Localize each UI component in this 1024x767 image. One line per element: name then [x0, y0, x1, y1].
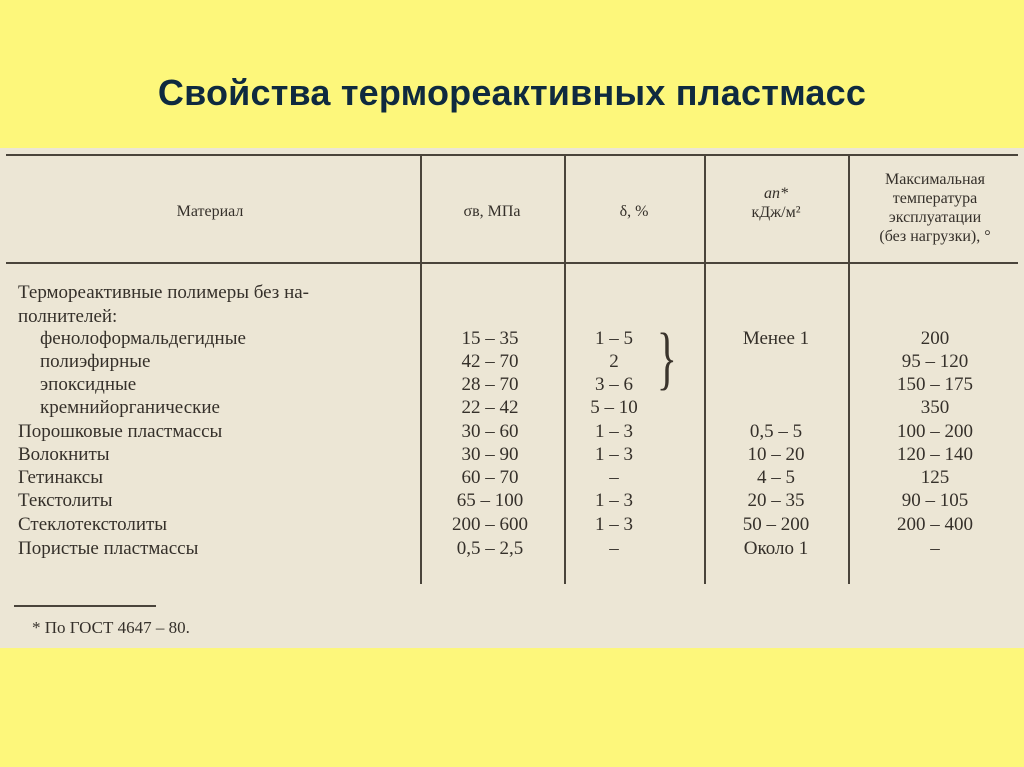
elongation-value: –	[609, 467, 619, 488]
elongation-value: 5 – 10	[590, 397, 638, 418]
header-temp-line: эксплуатации	[888, 209, 982, 226]
table-row	[0, 444, 1024, 468]
temp-value: 125	[920, 467, 950, 488]
table-row	[0, 490, 1024, 514]
material-name: фенолоформальдегидные	[40, 328, 246, 349]
impact-value: 20 – 35	[747, 490, 805, 511]
group-brace: }	[656, 320, 677, 397]
header-temp-line: температура	[892, 190, 978, 207]
header-strength: σв, МПа	[463, 203, 521, 220]
table-row	[0, 328, 1024, 352]
material-name: Волокниты	[18, 444, 110, 465]
strength-value: 0,5 – 2,5	[456, 538, 524, 559]
table-row	[0, 538, 1024, 562]
material-name: Текстолиты	[18, 490, 113, 511]
elongation-value: 1 – 3	[595, 421, 633, 442]
temp-value: 150 – 175	[897, 374, 973, 395]
strength-value: 42 – 70	[461, 351, 519, 372]
temp-value: –	[930, 538, 940, 559]
impact-value: Около 1	[743, 538, 809, 559]
header-impact-unit: кДж/м²	[751, 204, 801, 221]
material-name: Стеклотекстолиты	[18, 514, 168, 535]
header-material: Материал	[176, 203, 244, 220]
impact-value: 50 – 200	[742, 514, 810, 535]
header-temp-line: Максимальная	[885, 171, 985, 188]
temp-value: 95 – 120	[901, 351, 969, 372]
table-top-rule	[6, 154, 1018, 156]
footnote: * По ГОСТ 4647 – 80.	[32, 618, 190, 637]
temp-value: 120 – 140	[897, 444, 973, 465]
temp-value: 100 – 200	[897, 421, 973, 442]
strength-value: 200 – 600	[452, 514, 528, 535]
elongation-value: 2	[609, 351, 619, 372]
group-label: Термореактивные полимеры без на-	[18, 282, 309, 303]
table-header-rule	[6, 262, 1018, 264]
properties-table-scan	[0, 148, 1024, 648]
strength-value: 28 – 70	[461, 374, 519, 395]
temp-value: 90 – 105	[901, 490, 969, 511]
table-row	[0, 374, 1024, 398]
impact-value: Менее 1	[742, 328, 810, 349]
elongation-value: 3 – 6	[595, 374, 633, 395]
impact-value: 10 – 20	[747, 444, 805, 465]
slide-title: Свойства термореактивных пластмасс	[157, 72, 867, 113]
material-name: эпоксидные	[40, 374, 137, 395]
strength-value: 30 – 60	[461, 421, 519, 442]
header-elongation: δ, %	[619, 203, 649, 220]
temp-value: 200	[920, 328, 950, 349]
material-name: Пористые пластмассы	[18, 538, 199, 559]
strength-value: 15 – 35	[461, 328, 519, 349]
elongation-value: 1 – 3	[595, 490, 633, 511]
elongation-value: –	[609, 538, 619, 559]
table-row	[0, 351, 1024, 375]
material-name: кремнийорганические	[40, 397, 220, 418]
group-label-row	[0, 282, 1024, 306]
elongation-value: 1 – 5	[595, 328, 633, 349]
material-name: полиэфирные	[40, 351, 151, 372]
header-impact	[706, 184, 846, 222]
header-temp-line: (без нагрузки), °	[879, 228, 991, 245]
table-row	[0, 397, 1024, 421]
elongation-value: 1 – 3	[595, 444, 633, 465]
strength-value: 65 – 100	[456, 490, 524, 511]
temp-value: 350	[920, 397, 950, 418]
material-name: Гетинаксы	[18, 467, 103, 488]
table-row	[0, 467, 1024, 491]
temp-value: 200 – 400	[897, 514, 973, 535]
impact-value: 4 – 5	[757, 467, 795, 488]
material-name: Порошковые пластмассы	[18, 421, 223, 442]
header-max-temp	[850, 170, 1020, 246]
table-row	[0, 421, 1024, 445]
impact-value: 0,5 – 5	[749, 421, 803, 442]
group-label-row	[0, 306, 1024, 330]
elongation-value: 1 – 3	[595, 514, 633, 535]
header-impact-symbol: an*	[764, 185, 788, 202]
footnote-rule	[14, 605, 156, 607]
strength-value: 60 – 70	[461, 467, 519, 488]
strength-value: 30 – 90	[461, 444, 519, 465]
group-label: полнителей:	[18, 306, 118, 327]
strength-value: 22 – 42	[461, 397, 519, 418]
table-row	[0, 514, 1024, 538]
